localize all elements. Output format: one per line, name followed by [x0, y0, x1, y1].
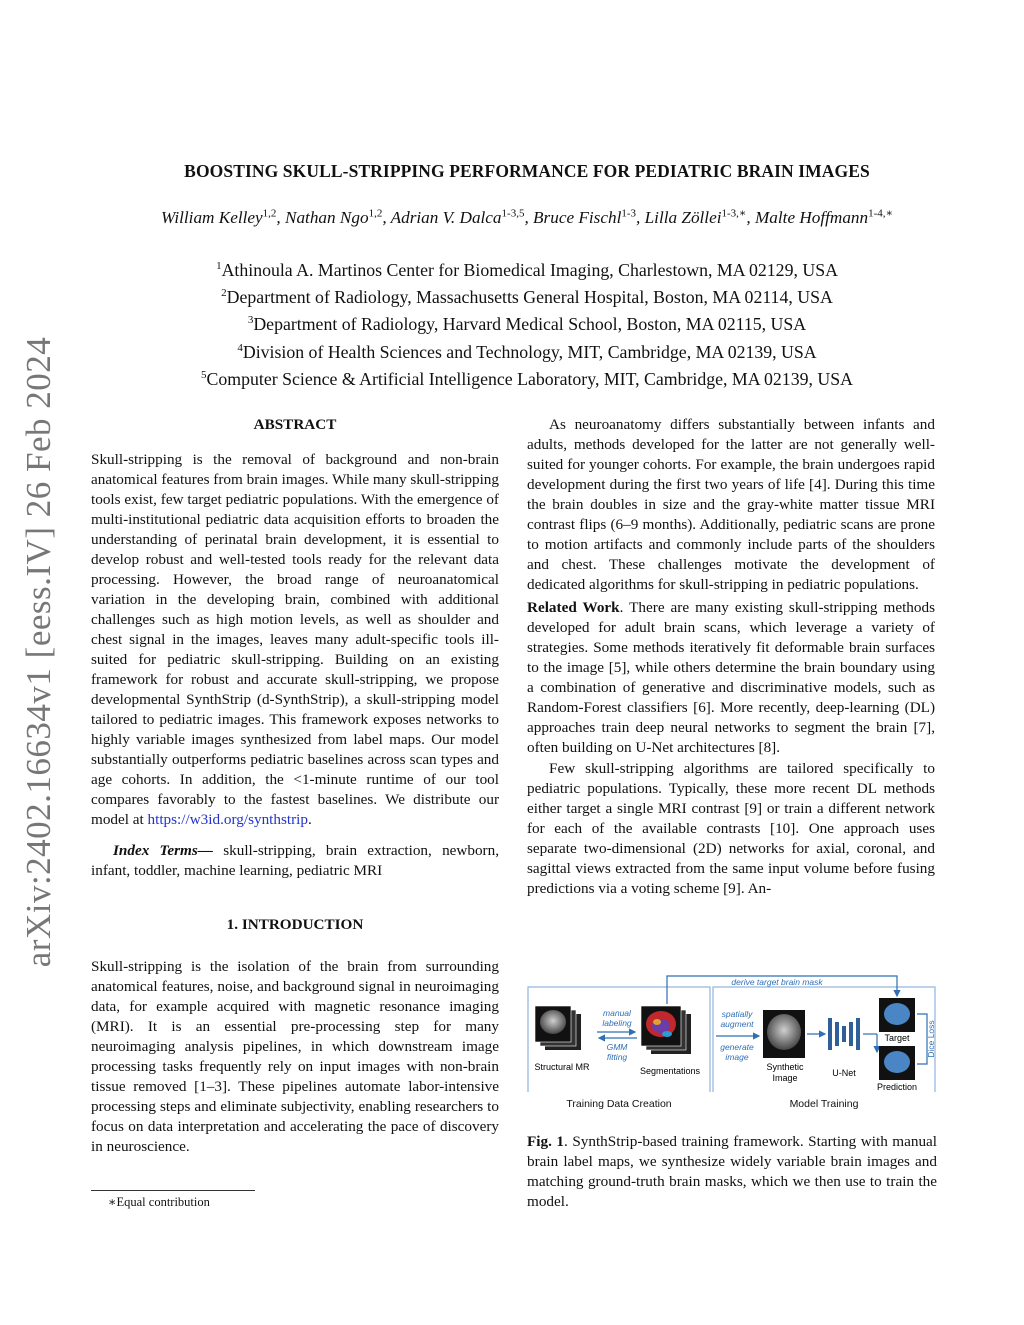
dice-loss-label: Dice Loss	[926, 1020, 936, 1058]
synthetic-label: Synthetic	[766, 1062, 804, 1072]
augment-label: augment	[720, 1019, 754, 1029]
segmentations-label: Segmentations	[639, 1066, 701, 1076]
left-column	[91, 415, 499, 1157]
author: William Kelley$^{1,2}$,	[160, 207, 285, 227]
abstract-text: Skull-stripping is the removal of background and non-brain anatomical features from brain images. While many skull-stripping tools exist, few target pediatric populations. With the emergence of multi-institutional pediatric data acquisition efforts to broaden the understanding of perinatal brain development, it is essential to develop robust and well-tested tools ready for the relevant data processing. However, the broad range of neuroanatomical variation in the developing brain, combined with additional challenges such as high motion levels, as well as shoulder and chest signal in the images, leaves many adult-specific tools ill-suited for pediatric skull-stripping. Building on an existing framework for robust and accurate skull-stripping, we propose developmental SynthStrip (d-SynthStrip), a skull-stripping model tailored to pediatric images. This framework exposes networks to highly variable images synthesized from label maps. Our model substantially outperforms pediatric baselines across scan types and age cohorts. In addition, the <1-minute runtime of our tool compares favorably to the fastest baselines. We distribute our model at https://w3id.org/synthstrip.	[91, 451, 499, 828]
model-training-label: Model Training	[789, 1098, 859, 1110]
affiliation: $^1$Athinoula A. Martinos Center for Biomedical Imaging, Charlestown, MA 02129, USA	[216, 259, 838, 280]
affiliation: $^2$Department of Radiology, Massachusetts General Hospital, Boston, MA 02114, USA	[221, 287, 833, 308]
training-data-creation-label: Training Data Creation	[566, 1098, 672, 1110]
right-paragraph: As neuroanatomy differs substantially between infants and adults, methods developed for the latter are not generally well-suited for younger cohorts. For example, the brain undergoes rapid development during the first two years of life [4]. During this time the brain doubles in size and the gray-white matter tissue MRI contrast flips (6–9 months). Additionally, pediatric scans are prone to motion artifacts and commonly include parts of the shoulders and chest. These challenges motivate the development of dedicated algorithms for skull-stripping in pediatric populations.	[527, 416, 935, 593]
labeling-label: labeling	[602, 1018, 632, 1028]
introduction-heading: 1. INTRODUCTION	[226, 916, 364, 933]
footnote: ∗Equal contribution	[108, 1195, 210, 1209]
image-label: image	[725, 1052, 749, 1062]
affiliation-list	[70, 255, 984, 391]
affiliation: $^5$Computer Science & Artificial Intelligence Laboratory, MIT, Cambridge, MA 02139, USA	[201, 368, 853, 389]
structural-mr-label: Structural MR	[534, 1062, 590, 1072]
derive-label: derive target brain mask	[731, 977, 823, 987]
footnote-rule	[91, 1190, 255, 1191]
synthetic-label-2: Image	[772, 1073, 798, 1083]
gmm-label: GMM	[606, 1042, 628, 1052]
abstract-heading: ABSTRACT	[253, 416, 337, 433]
unet-label: U-Net	[832, 1068, 856, 1078]
manual-label: manual	[603, 1008, 631, 1018]
prediction-label: Prediction	[876, 1082, 918, 1092]
figure-caption: Fig. 1. SynthStrip-based training framework. Starting with manual brain label maps, we synthesize widely variable brain images and matching ground-truth brain masks, which we then use to train the model.	[527, 1133, 938, 1210]
arxiv-sidebar	[14, 0, 64, 1325]
author: Bruce Fischl$^{1-3}$,	[533, 207, 645, 227]
prediction-mask-image	[879, 1046, 915, 1080]
unet-diagram	[828, 1018, 860, 1050]
right-column	[527, 415, 935, 899]
affiliation: $^4$Division of Health Sciences and Technology, MIT, Cambridge, MA 02139, USA	[237, 341, 817, 362]
author: Nathan Ngo$^{1,2}$,	[285, 207, 391, 227]
synthetic-image	[763, 1010, 805, 1058]
paper-title: BOOSTING SKULL-STRIPPING PERFORMANCE FOR PEDIATRIC BRAIN IMAGES	[184, 161, 870, 181]
intro-paragraph: Skull-stripping is the isolation of the brain from surrounding anatomical features, noise, and background signal in neuroimaging data, for example acquired with magnetic resonance imaging (MRI). It is an essential pre-processing step for many neuroimaging analysis pipelines, in which downstream image processing tasks frequently rely on input images with non-brain tissue removed [1–3]. These pipelines automate labor-intensive processing steps and eliminate subjectivity, enabling researchers to focus on data interpretation and accelerating the pace of discovery in neuroscience.	[91, 958, 499, 1155]
spatially-label: spatially	[721, 1009, 753, 1019]
author-list	[70, 206, 984, 228]
arxiv-identifier: arXiv:2402.16634v1 [eess.IV] 26 Feb 2024	[19, 336, 58, 968]
author: Adrian V. Dalca$^{1-3,5}$,	[390, 207, 534, 227]
figure-1	[527, 972, 937, 1092]
target-label: Target	[884, 1033, 910, 1043]
author: Malte Hoffmann$^{1-4,∗}$	[754, 207, 894, 227]
structural-mr-image	[535, 1006, 581, 1050]
generate-label: generate	[720, 1042, 754, 1052]
segmentation-image	[641, 1006, 691, 1054]
affiliation: $^3$Department of Radiology, Harvard Medical School, Boston, MA 02115, USA	[247, 314, 807, 335]
synthstrip-link[interactable]: https://w3id.org/synthstrip	[147, 811, 308, 828]
fitting-label: fitting	[606, 1052, 628, 1062]
index-terms: Index Terms— skull-stripping, brain extraction, newborn, infant, toddler, machine learning, pediatric MRI	[91, 842, 500, 879]
related-work-paragraph: Related Work. There are many existing skull-stripping methods developed for adult brain scans, which leverage a variety of strategies. Some methods iteratively fit deformable brain surfaces to the image [5], while others determine the brain boundary using a combination of generative and discriminative models, such as Random-Forest classifiers [6]. More recently, deep-learning (DL) approaches train deep neural networks to segment the brain [7], often building on U-Net architectures [8].	[527, 599, 935, 756]
target-mask-image	[879, 998, 915, 1032]
author: Lilla Zöllei$^{1-3,∗}$,	[644, 207, 755, 227]
right-paragraph: Few skull-stripping algorithms are tailored specifically to pediatric populations. Typically, these more recent DL methods either target a single MRI contrast [9] or train a different network for each of the available contrasts [10]. One approach uses separate two-dimensional (2D) networks for axial, coronal, and sagittal views extracted from the same input volume before fusing predictions via a voting scheme [9]. An-	[527, 760, 935, 897]
